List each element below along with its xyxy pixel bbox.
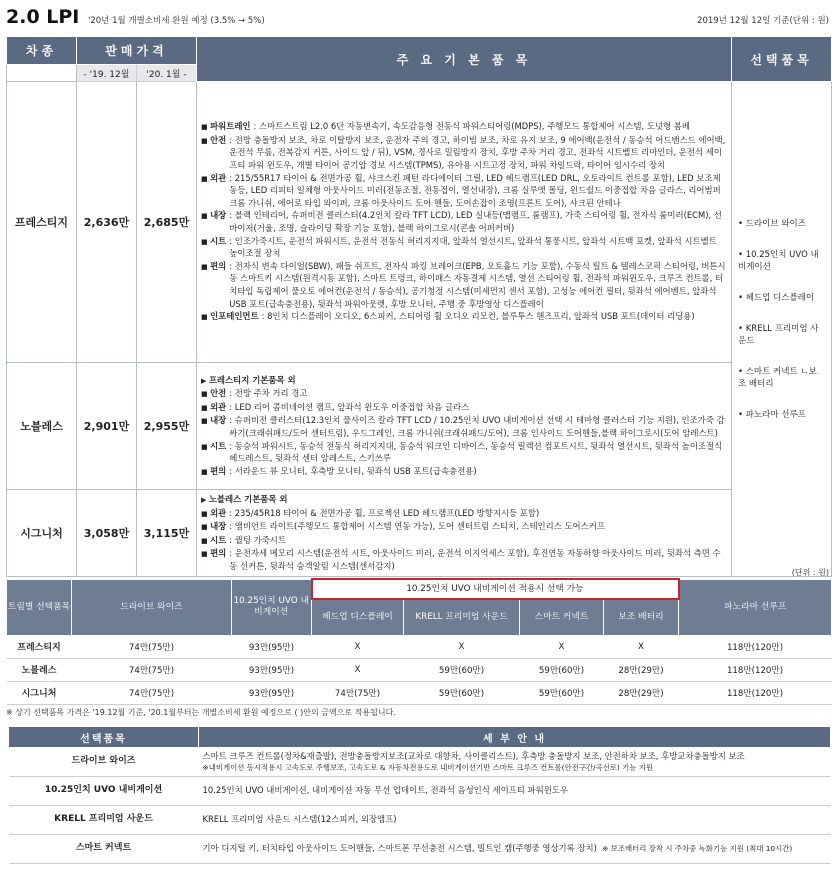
option-item: • 10.25인치 UVO 내비게이션 xyxy=(738,249,825,273)
price-jan: 2,685만 xyxy=(137,82,197,363)
price-dec: 3,058만 xyxy=(77,490,137,577)
opt-col-drive: 드라이브 와이즈 xyxy=(72,579,232,635)
feature-list xyxy=(197,490,732,577)
feature-text: : 전방 충돌방지 보조, 차로 이탈방지 보조, 운전자 주의 경고, 하이빔 보조, 차로 유지 보조, 9 에어백(운전석 / 동승석 어드밴스드 에어백, 운전석 무릎, 전복감지 커튼, 사이드 앞 / 뒤), VSM, 경사로 밀림방지 장치, 후방 주차 거리 경고, 전좌석 시트벨트 리마인더, 운전석 세이프티 파워 윈도우, 개별 타이어 공기압 경보 시스템(TPMS), 유아용 시트고정 장치, 파워 차일드락, 타이어 임시수리 장치 xyxy=(229,134,726,171)
trim-name: 프레스티지 xyxy=(7,82,77,363)
feature-row xyxy=(201,172,727,210)
feature-text: : 블랙 인테리어, 슈퍼비전 클러스터(4.2인치 칼라 TFT LCD), LED 실내등(맵램프, 룸램프), 가죽 스티어링 휠, 전자식 룸미러(ECM), 선바이저(거울, 조명, 슬라이딩 확장 기능 포함), 블랙 하이그로시(콘솔 어퍼커버) xyxy=(229,210,722,233)
opt-cell: 74만(75만) xyxy=(72,658,232,681)
opt-col-smart: 스마트 커넥트 xyxy=(520,599,604,635)
opt-cell: X xyxy=(604,635,679,658)
opt-cell: X xyxy=(404,635,520,658)
feature-list xyxy=(197,363,732,490)
feature-label: ■ 시트 xyxy=(201,440,229,465)
feature-text: : 슈퍼비전 클러스터(12.3인치 풀사이즈 칼라 TFT LCD / 10.25인치 UVO 내비게이션 선택 시 테마형 클러스터 기능 지원), 인조가죽 감싸기(크래쉬패드/도어 센터트림), 우드그레인, 크롬 가니쉬(크래쉬패드/도어), 크롬 인사이드 도어핸들,블랙 하이그로시(도어 암레스트) xyxy=(229,415,725,438)
opt-cell: 74만(75만) xyxy=(312,681,404,704)
feature-row xyxy=(201,401,727,415)
opt-col-pano: 파노라마 선루프 xyxy=(679,579,832,635)
reference-date: 2019년 12월 12일 기준(단위 : 원) xyxy=(697,16,829,26)
opt-cell: 93만(95만) xyxy=(232,635,312,658)
opt-col-krell: KRELL 프리미엄 사운드 xyxy=(404,599,520,635)
feature-row xyxy=(201,534,727,548)
price-jan: 2,955만 xyxy=(137,363,197,490)
feature-text: : 운전자세 메모리 시스템(운전석 시트, 아웃사이드 미러, 운전석 이지억세스 포함), 후진연동 자동하향 아웃사이드 미러, 뒷좌석 측면 수동 선커튼, 뒷좌석 승객알림 시스템(센서감지) xyxy=(229,548,721,571)
feature-label: ■ 내장 xyxy=(201,414,229,439)
opt-corner: 트림별 선택품목 xyxy=(7,579,72,635)
tax-note: '20년 1월 개별소비세 환원 예정 (3.5% → 5%) xyxy=(88,16,265,26)
opt-row-trim: 노블레스 xyxy=(7,658,72,681)
opt-col-uvo: 10.25인치 UVO 내비게이션 xyxy=(232,579,312,635)
col-price: 판매가격 xyxy=(77,37,197,65)
detail-desc xyxy=(199,806,831,835)
opt-cell: 59만(60만) xyxy=(404,681,520,704)
feature-text: : 8인치 디스플레이 오디오, 6스피커, 스티어링 휠 오디오 리모컨, 블루투스 핸즈프리, 앞좌석 USB 포트(데이터 리딩용) xyxy=(261,311,695,322)
feature-label: ■ 안전 xyxy=(201,387,229,401)
feature-label: ■ 편의 xyxy=(201,260,229,310)
feature-row xyxy=(201,507,727,521)
feature-label: ■ 외관 xyxy=(201,172,229,210)
feature-row xyxy=(201,310,727,324)
detail-name: 스마트 커넥트 xyxy=(9,835,199,864)
opt-row-trim: 시그니처 xyxy=(7,681,72,704)
feature-text: : 앰비언트 라이트(주행모드 통합제어 시스템 연동 가능), 도어 센터트림 스티치, 스테인리스 도어스커프 xyxy=(229,521,605,532)
detail-desc xyxy=(199,748,831,777)
option-item: • 드라이브 와이즈 xyxy=(738,218,825,230)
opt-cell: 28만(29만) xyxy=(604,681,679,704)
detail-name: 드라이브 와이즈 xyxy=(9,748,199,777)
detail-col-desc: 세 부 안 내 xyxy=(199,727,831,748)
detail-name: 10.25인치 UVO 내비게이션 xyxy=(9,777,199,806)
trim-name: 노블레스 xyxy=(7,363,77,490)
feature-text: : 전방 주차 거리 경고 xyxy=(229,388,308,399)
feature-text: : 동승석 파워시트, 동승석 전동식 허리지지대, 동승석 워크인 디바이스, 동승석 릴렉션 컴포트시트, 뒷좌석 열선시트, 뒷좌석 높이조절식 헤드레스트, 뒷좌석 센터 암레스트, 스키쓰루 xyxy=(229,440,723,464)
col-options: 선택품목 xyxy=(732,37,832,82)
opt-cell: 93만(95만) xyxy=(232,681,312,704)
feature-label: ■ 시트 xyxy=(201,235,229,260)
opt-cell: 59만(60만) xyxy=(520,658,604,681)
trim-name: 시그니처 xyxy=(7,490,77,577)
col-trim: 차종 xyxy=(7,37,77,65)
opt-cell: X xyxy=(312,635,404,658)
option-unit: (단위 : 원) xyxy=(791,568,829,577)
feature-head: ▶ 노블레스 기본품목 외 xyxy=(201,493,727,507)
feature-row xyxy=(201,414,727,439)
feature-text: : 인조가죽시트, 운전석 파워시트, 운전석 전동식 허리지지대, 앞좌석 열선시트, 앞좌석 통풍시트, 앞좌석 시트백 포켓, 앞좌석 시트벨트 높이조절 장치 xyxy=(229,235,717,259)
page-header xyxy=(0,0,837,36)
price-jan-label: '20. 1월 - xyxy=(137,65,197,82)
page-title: 2.0 LPI xyxy=(6,6,80,28)
opt-cell: 59만(60만) xyxy=(520,681,604,704)
feature-text: : 215/55R17 타이어 & 전면가공 휠, 샤크스킨 패턴 라디에이터 그릴, LED 헤드램프(LED DRL, 오토라이트 컨트롤 포함), LED 보조제동등, LED 리피터 일체형 아웃사이드 미러(전동조절, 전동접이, 열선내장), 크롬 실루엣 몰딩, 윈드쉴드 이중접합 차음 글라스, 리어범퍼 크롬 가니쉬, 에어로 타입 와이퍼, 크롬 아웃사이드 도어 핸들, 도어손잡이 조명(프론트 도어), 샤크핀 안테나 xyxy=(229,172,721,208)
detail-subnote: ※ 보조배터리 장착 시 주차중 녹화기능 지원 (최대 10시간) xyxy=(602,844,793,854)
feature-row xyxy=(201,465,727,479)
uvo-required-banner: 10.25인치 UVO 내비게이션 적용시 선택 가능 xyxy=(312,579,679,599)
feature-label: ■ 편의 xyxy=(201,547,229,572)
col-features: 주 요 기 본 품 목 xyxy=(197,37,732,82)
feature-label: ■ 외관 xyxy=(201,507,229,521)
detail-text: KRELL 프리미엄 사운드 시스템(12스피커, 외장앰프) xyxy=(202,814,397,825)
opt-cell: 118만(120만) xyxy=(679,658,832,681)
detail-text: 기아 디지털 키, 터치타입 아웃사이드 도어핸들, 스마트폰 무선충전 시스템, 빌트인 캠(주행중 영상기록 장치) xyxy=(202,843,597,854)
feature-list xyxy=(197,82,732,363)
option-detail-table xyxy=(8,726,831,864)
detail-text: 10.25인치 UVO 내비게이션, 내비게이션 자동 무선 업데이트, 전좌석 음성인식 세이프티 파워윈도우 xyxy=(202,785,568,796)
opt-cell: 118만(120만) xyxy=(679,681,832,704)
opt-cell: X xyxy=(520,635,604,658)
feature-label: ■ 시트 xyxy=(201,534,229,548)
price-dec: 2,901만 xyxy=(77,363,137,490)
option-item: • KRELL 프리미엄 사운드 xyxy=(738,323,825,347)
opt-cell: 59만(60만) xyxy=(404,658,520,681)
detail-desc xyxy=(199,835,831,864)
opt-cell: 74만(75만) xyxy=(72,635,232,658)
opt-cell: 93만(95만) xyxy=(232,658,312,681)
feature-row xyxy=(201,209,727,234)
option-item: • 파노라마 선루프 xyxy=(738,409,825,421)
detail-text: 스마트 크루즈 컨트롤(정차&재출발), 전방충돌방지보조(교차로 대향차, 사이클리스트), 후측방 충돌방지 보조, 안전하차 보조, 후방교차충돌방지 보조 xyxy=(202,750,745,761)
feature-text: : 전자식 변속 다이얼(SBW), 패들 쉬프트, 전자식 파킹 브레이크(EPB, 오토홀드 기능 포함), 수동식 틸트 & 텔레스코픽 스티어링, 버튼시동 스마트키 시스템(원격시동 포함), 스마트 트렁크, 하이패스 자동결제 시스템, 열선 스티어링 휠, 전좌석 파워윈도우, 크루즈 컨트롤, 터치타입 독립제어 풀오토 에어컨(운전석 / 동승석), 공기청정 시스템(미세먼지 센서 포함), 고성능 에어컨 필터, 뒷좌석 에어벤트, 앞좌석 USB 포트(급속충전용), 뒷좌석 파워아웃렛, 후방 모니터, 주행 중 후방영상 디스플레이 xyxy=(229,260,726,309)
detail-col-name: 선택품목 xyxy=(9,727,199,748)
option-item: • 스마트 커넥트 ㄴ보조 배터리 xyxy=(738,366,825,390)
feature-label: ■ 파워트레인 xyxy=(201,120,254,134)
trim-sub-blank xyxy=(7,65,77,82)
feature-label: ■ 외관 xyxy=(201,401,229,415)
feature-row xyxy=(201,235,727,260)
feature-text: : 퀼팅 가죽시트 xyxy=(229,534,286,545)
feature-row xyxy=(201,134,727,172)
opt-cell: 74만(75만) xyxy=(72,681,232,704)
opt-cell: X xyxy=(312,658,404,681)
feature-label: ■ 인포테인먼트 xyxy=(201,310,262,324)
option-price-table xyxy=(6,578,832,705)
feature-label: ■ 내장 xyxy=(201,520,229,534)
feature-label: ■ 안전 xyxy=(201,134,229,172)
feature-text: : 스마트스트림 L2.0 6단 자동변속기, 속도감응형 전동식 파워스티어링(MDPS), 주행모드 통합제어 시스템, 도넛형 봄베 xyxy=(253,121,690,132)
detail-desc xyxy=(199,777,831,806)
detail-subnote: ※내비게이션 동시적용시 고속도로 주행보조, 고속도로 & 자동차전용도로 내비게이션기반 스마트 크루즈 컨트롤(안전구간/곡선로) 기능 지원 xyxy=(202,763,654,772)
options-list xyxy=(732,82,832,577)
feature-row xyxy=(201,387,727,401)
opt-cell: 118만(120만) xyxy=(679,635,832,658)
price-jan: 3,115만 xyxy=(137,490,197,577)
feature-label: ■ 편의 xyxy=(201,465,229,479)
feature-row xyxy=(201,440,727,465)
feature-head: ▶ 프레스티지 기본품목 외 xyxy=(201,374,727,388)
feature-text: : LED 리어 콤비네이션 램프, 앞좌석 윈도우 이중접합 차음 글라스 xyxy=(229,401,470,412)
detail-name: KRELL 프리미엄 사운드 xyxy=(9,806,199,835)
feature-row xyxy=(201,520,727,534)
feature-text: : 235/45R18 타이어 & 전면가공 휠, 프로젝션 LED 헤드램프(LED 방향지시등 포함) xyxy=(229,507,540,518)
opt-col-hud: 헤드업 디스플레이 xyxy=(312,599,404,635)
feature-row xyxy=(201,120,727,134)
option-item: • 헤드업 디스플레이 xyxy=(738,292,825,304)
feature-row xyxy=(201,547,727,572)
price-dec: 2,636만 xyxy=(77,82,137,363)
opt-row-trim: 프레스티지 xyxy=(7,635,72,658)
opt-col-battery: 보조 배터리 xyxy=(604,599,679,635)
option-note: ※ 상기 선택품목 가격은 '19.12월 기준, '20.1월부터는 개별소비세 환원 예정으로 ( )안의 금액으로 적용됩니다. xyxy=(6,708,396,717)
feature-text: : 서라운드 뷰 모니터, 후측방 모니터, 뒷좌석 USB 포트(급속충전용) xyxy=(229,465,477,476)
price-table xyxy=(6,36,832,577)
feature-row xyxy=(201,260,727,310)
opt-cell: 28만(29만) xyxy=(604,658,679,681)
feature-label: ■ 내장 xyxy=(201,209,229,234)
price-dec-label: - '19. 12월 xyxy=(77,65,137,82)
